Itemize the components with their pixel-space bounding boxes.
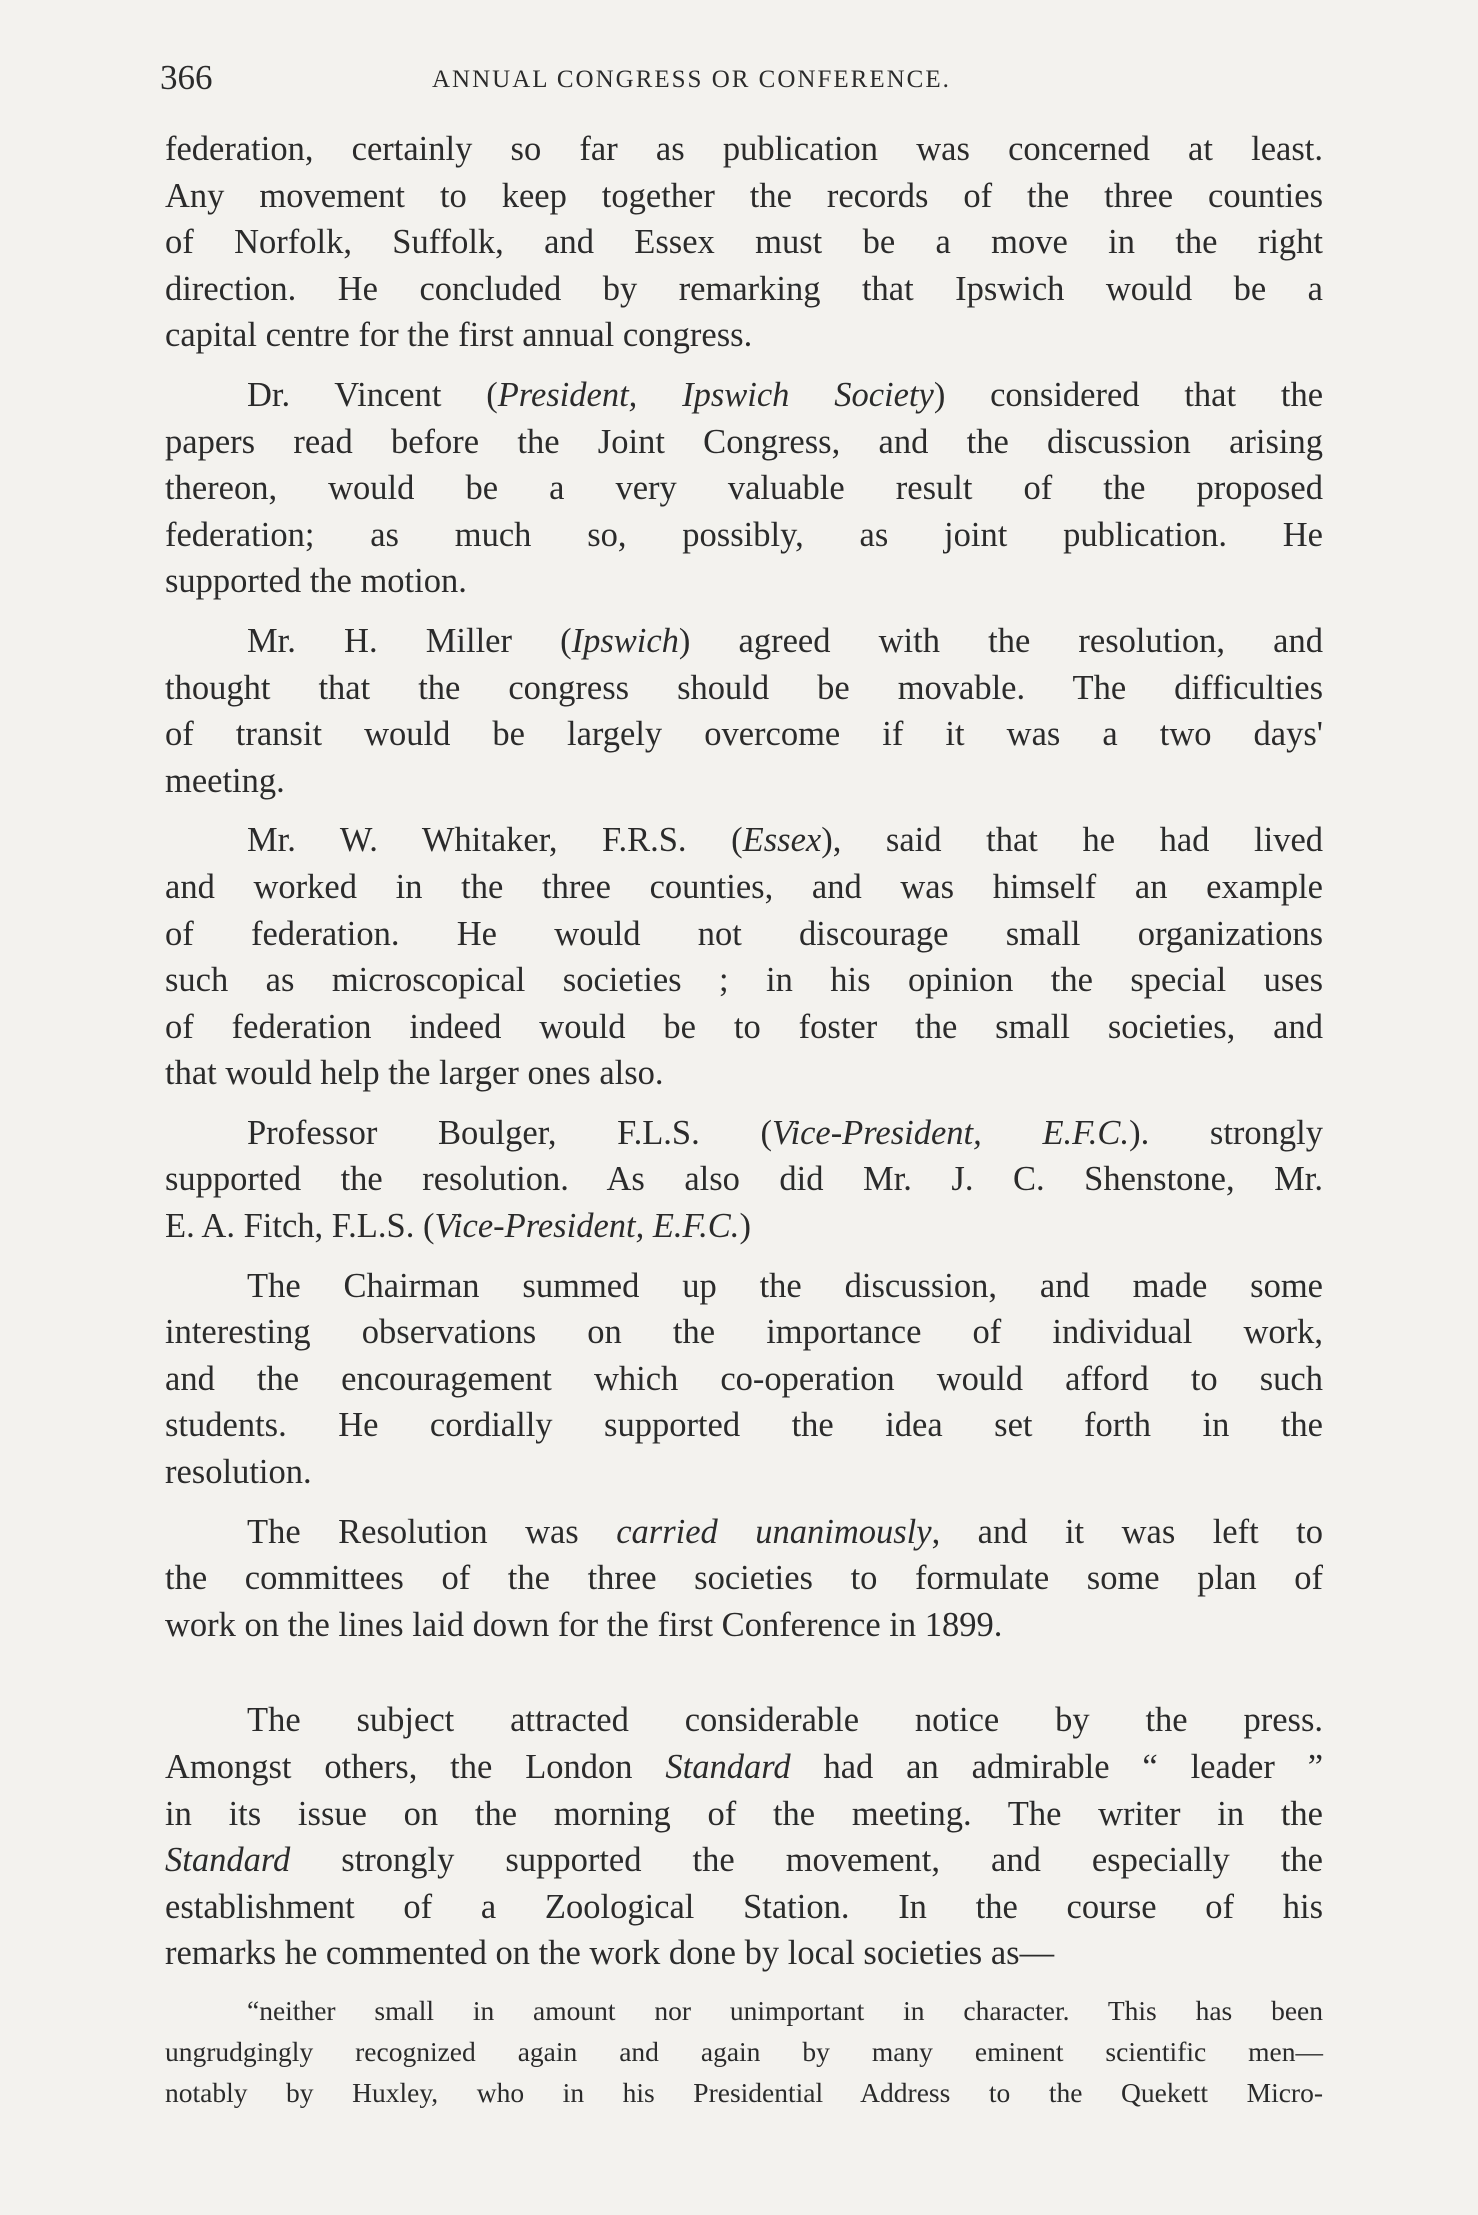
text-line: establishment of a Zoological Station. In the course of his: [165, 1887, 1323, 1926]
text-line: work on the lines laid down for the first Conference in 1899.: [165, 1605, 1003, 1644]
text-line: meeting.: [165, 761, 285, 800]
text-line: interesting observations on the importance of individual work,: [165, 1313, 1323, 1352]
quote-line: “neither small in amount nor unimportant in character. This has been: [247, 1994, 1323, 2026]
text-run: , and it was left to: [931, 1512, 1323, 1551]
text-run: Mr. H. Miller (: [247, 621, 572, 660]
quote-line: notably by Huxley, who in his Presidential Address to the Quekett Micro-: [165, 2076, 1323, 2108]
text-run: Dr. Vincent (: [247, 375, 498, 414]
text-line: remarks he commented on the work done by local societies as—: [165, 1934, 1055, 1973]
text-line: Any movement to keep together the records of the three counties: [165, 176, 1323, 215]
text-line: [165, 1203, 1323, 1250]
text-line: The subject attracted considerable notice by the press.: [247, 1701, 1323, 1740]
text-line: thereon, would be a very valuable result of the proposed: [165, 469, 1323, 508]
paragraph-resolution: [165, 1509, 1323, 1649]
body-text: [165, 126, 1323, 2113]
italic-run: Ipswich Society: [682, 375, 934, 414]
text-line: supported the resolution. As also did Mr. J. C. Shenstone, Mr.: [165, 1160, 1323, 1199]
text-line: [165, 618, 1323, 665]
text-line: of federation. He would not discourage small organizations: [165, 914, 1323, 953]
text-line: resolution.: [165, 1453, 312, 1492]
paragraph-chairman: [165, 1263, 1323, 1496]
block-quote: [165, 1990, 1323, 2113]
text-run: Mr. W. Whitaker, F.R.S. (: [247, 821, 743, 860]
paragraph-miller: [165, 618, 1323, 804]
text-run: Amongst others, the London: [165, 1748, 666, 1786]
text-run: ): [739, 1207, 751, 1246]
text-run: ) considered that the: [933, 375, 1324, 414]
italic-run: President,: [497, 375, 638, 414]
text-line: direction. He concluded by remarking that Ipswich would be a: [165, 269, 1323, 308]
text-line: federation; as much so, possibly, as joint publication. He: [165, 515, 1323, 554]
text-run: The Resolution was: [247, 1512, 617, 1551]
text-line: and the encouragement which co-operation would afford to such: [165, 1359, 1323, 1398]
italic-run: Ipswich: [571, 621, 679, 660]
section-gap: [165, 1661, 1323, 1697]
running-title: ANNUAL CONGRESS OR CONFERENCE.: [432, 66, 951, 93]
text-line: federation, certainly so far as publication was concerned at least.: [165, 130, 1323, 168]
italic-run: Standard: [165, 1841, 291, 1880]
text-line: that would help the larger ones also.: [165, 1054, 664, 1093]
text-run: Professor Boulger, F.L.S. (: [247, 1113, 772, 1152]
text-line: of transit would be largely overcome if it was a two days': [165, 715, 1323, 754]
text-line: supported the motion.: [165, 562, 467, 601]
text-line: [165, 1837, 1323, 1884]
running-head: [160, 58, 1330, 108]
paragraph-press: [165, 1697, 1323, 1977]
text-run: ) agreed with the resolution, and: [678, 621, 1323, 660]
text-line: of federation indeed would be to foster the small societies, and: [165, 1007, 1323, 1046]
paragraph-federation: [165, 126, 1323, 359]
text-line: [165, 1110, 1323, 1157]
paragraph-vincent: [165, 372, 1323, 605]
italic-run: carried unanimously: [616, 1512, 932, 1551]
page-number: 366: [160, 58, 213, 97]
text-line: in its issue on the morning of the meeting. The writer in the: [165, 1794, 1323, 1833]
text-line: papers read before the Joint Congress, and the discussion arising: [165, 422, 1323, 461]
text-line: [165, 1509, 1323, 1556]
text-line: [165, 817, 1323, 864]
text-line: of Norfolk, Suffolk, and Essex must be a move in the right: [165, 223, 1323, 262]
paragraph-boulger: [165, 1110, 1323, 1250]
text-line: students. He cordially supported the idea set forth in the: [165, 1406, 1323, 1445]
text-line: and worked in the three counties, and was himself an example: [165, 867, 1323, 906]
italic-run: Vice-President, E.F.C.: [434, 1207, 740, 1246]
text-run: strongly supported the movement, and especially the: [290, 1841, 1323, 1880]
text-run: ). strongly: [1129, 1113, 1324, 1152]
text-line: the committees of the three societies to formulate some plan of: [165, 1559, 1323, 1598]
text-line: [165, 372, 1323, 419]
text-line: The Chairman summed up the discussion, and made some: [247, 1266, 1323, 1305]
paragraph-whitaker: [165, 817, 1323, 1097]
text-line: such as microscopical societies ; in his opinion the special uses: [165, 961, 1323, 1000]
text-run: [637, 376, 682, 414]
text-run: ), said that he had lived: [821, 821, 1324, 860]
quote-line: ungrudgingly recognized again and again by many eminent scientific men—: [165, 2035, 1323, 2067]
text-run: had an admirable “ leader ”: [790, 1748, 1324, 1786]
text-line: [165, 1744, 1323, 1791]
italic-run: Standard: [665, 1748, 791, 1786]
text-line: thought that the congress should be movable. The difficulties: [165, 668, 1323, 707]
italic-run: Vice-President, E.F.C.: [771, 1113, 1130, 1152]
text-run: E. A. Fitch, F.L.S. (: [165, 1207, 435, 1246]
italic-run: Essex: [742, 821, 822, 860]
text-line: capital centre for the first annual congress.: [165, 316, 753, 355]
